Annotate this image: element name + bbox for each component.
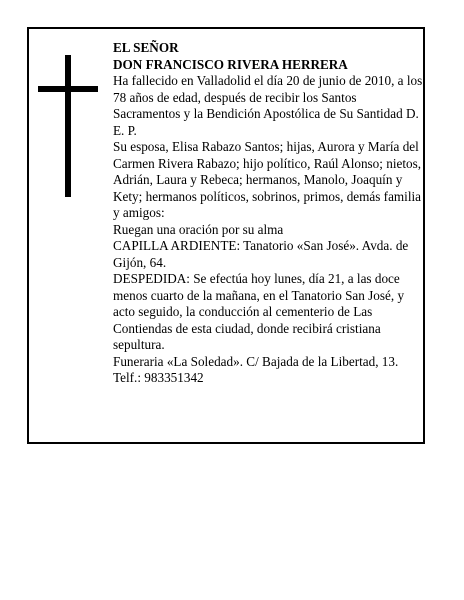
funeral-chapel-info: CAPILLA ARDIENTE: Tanatorio «San José». Avda. de Gijón, 64. <box>113 238 409 270</box>
obituary-text <box>113 40 425 387</box>
funeral-home-contact: Funeraria «La Soledad». C/ Bajada de la Libertad, 13. Telf.: 983351342 <box>113 353 399 385</box>
cross-vertical-bar <box>65 55 71 197</box>
farewell-service-info: DESPEDIDA: Se efectúa hoy lunes, día 21, a las doce menos cuarto de la mañana, en el Tanatorio San José, y acto seguido, la conducción al cementerio de Las Contiendas de esta ciudad, donde recibirá cristiana sepultura. <box>113 271 405 352</box>
deceased-honorific: EL SEÑOR <box>113 40 179 55</box>
cross-icon <box>38 55 98 197</box>
family-mourners: Su esposa, Elisa Rabazo Santos; hijas, Aurora y María del Carmen Rivera Rabazo; hijo político, Raúl Alonso; nietos, Adrián, Laura y Rebeca; hermanos, Manolo, Joaquín y Kety; hermanos políticos, sobrinos, primos, demás familia y amigos: <box>113 139 422 220</box>
prayer-request: Ruegan una oración por su alma <box>113 221 284 237</box>
deceased-name: DON FRANCISCO RIVERA HERRERA <box>113 56 348 72</box>
death-announcement: Ha fallecido en Valladolid el día 20 de junio de 2010, a los 78 años de edad, después de recibir los Santos Sacramentos y la Bendición Apostólica de Su Santidad D. E. P. <box>113 73 423 138</box>
cross-horizontal-bar <box>38 86 98 92</box>
